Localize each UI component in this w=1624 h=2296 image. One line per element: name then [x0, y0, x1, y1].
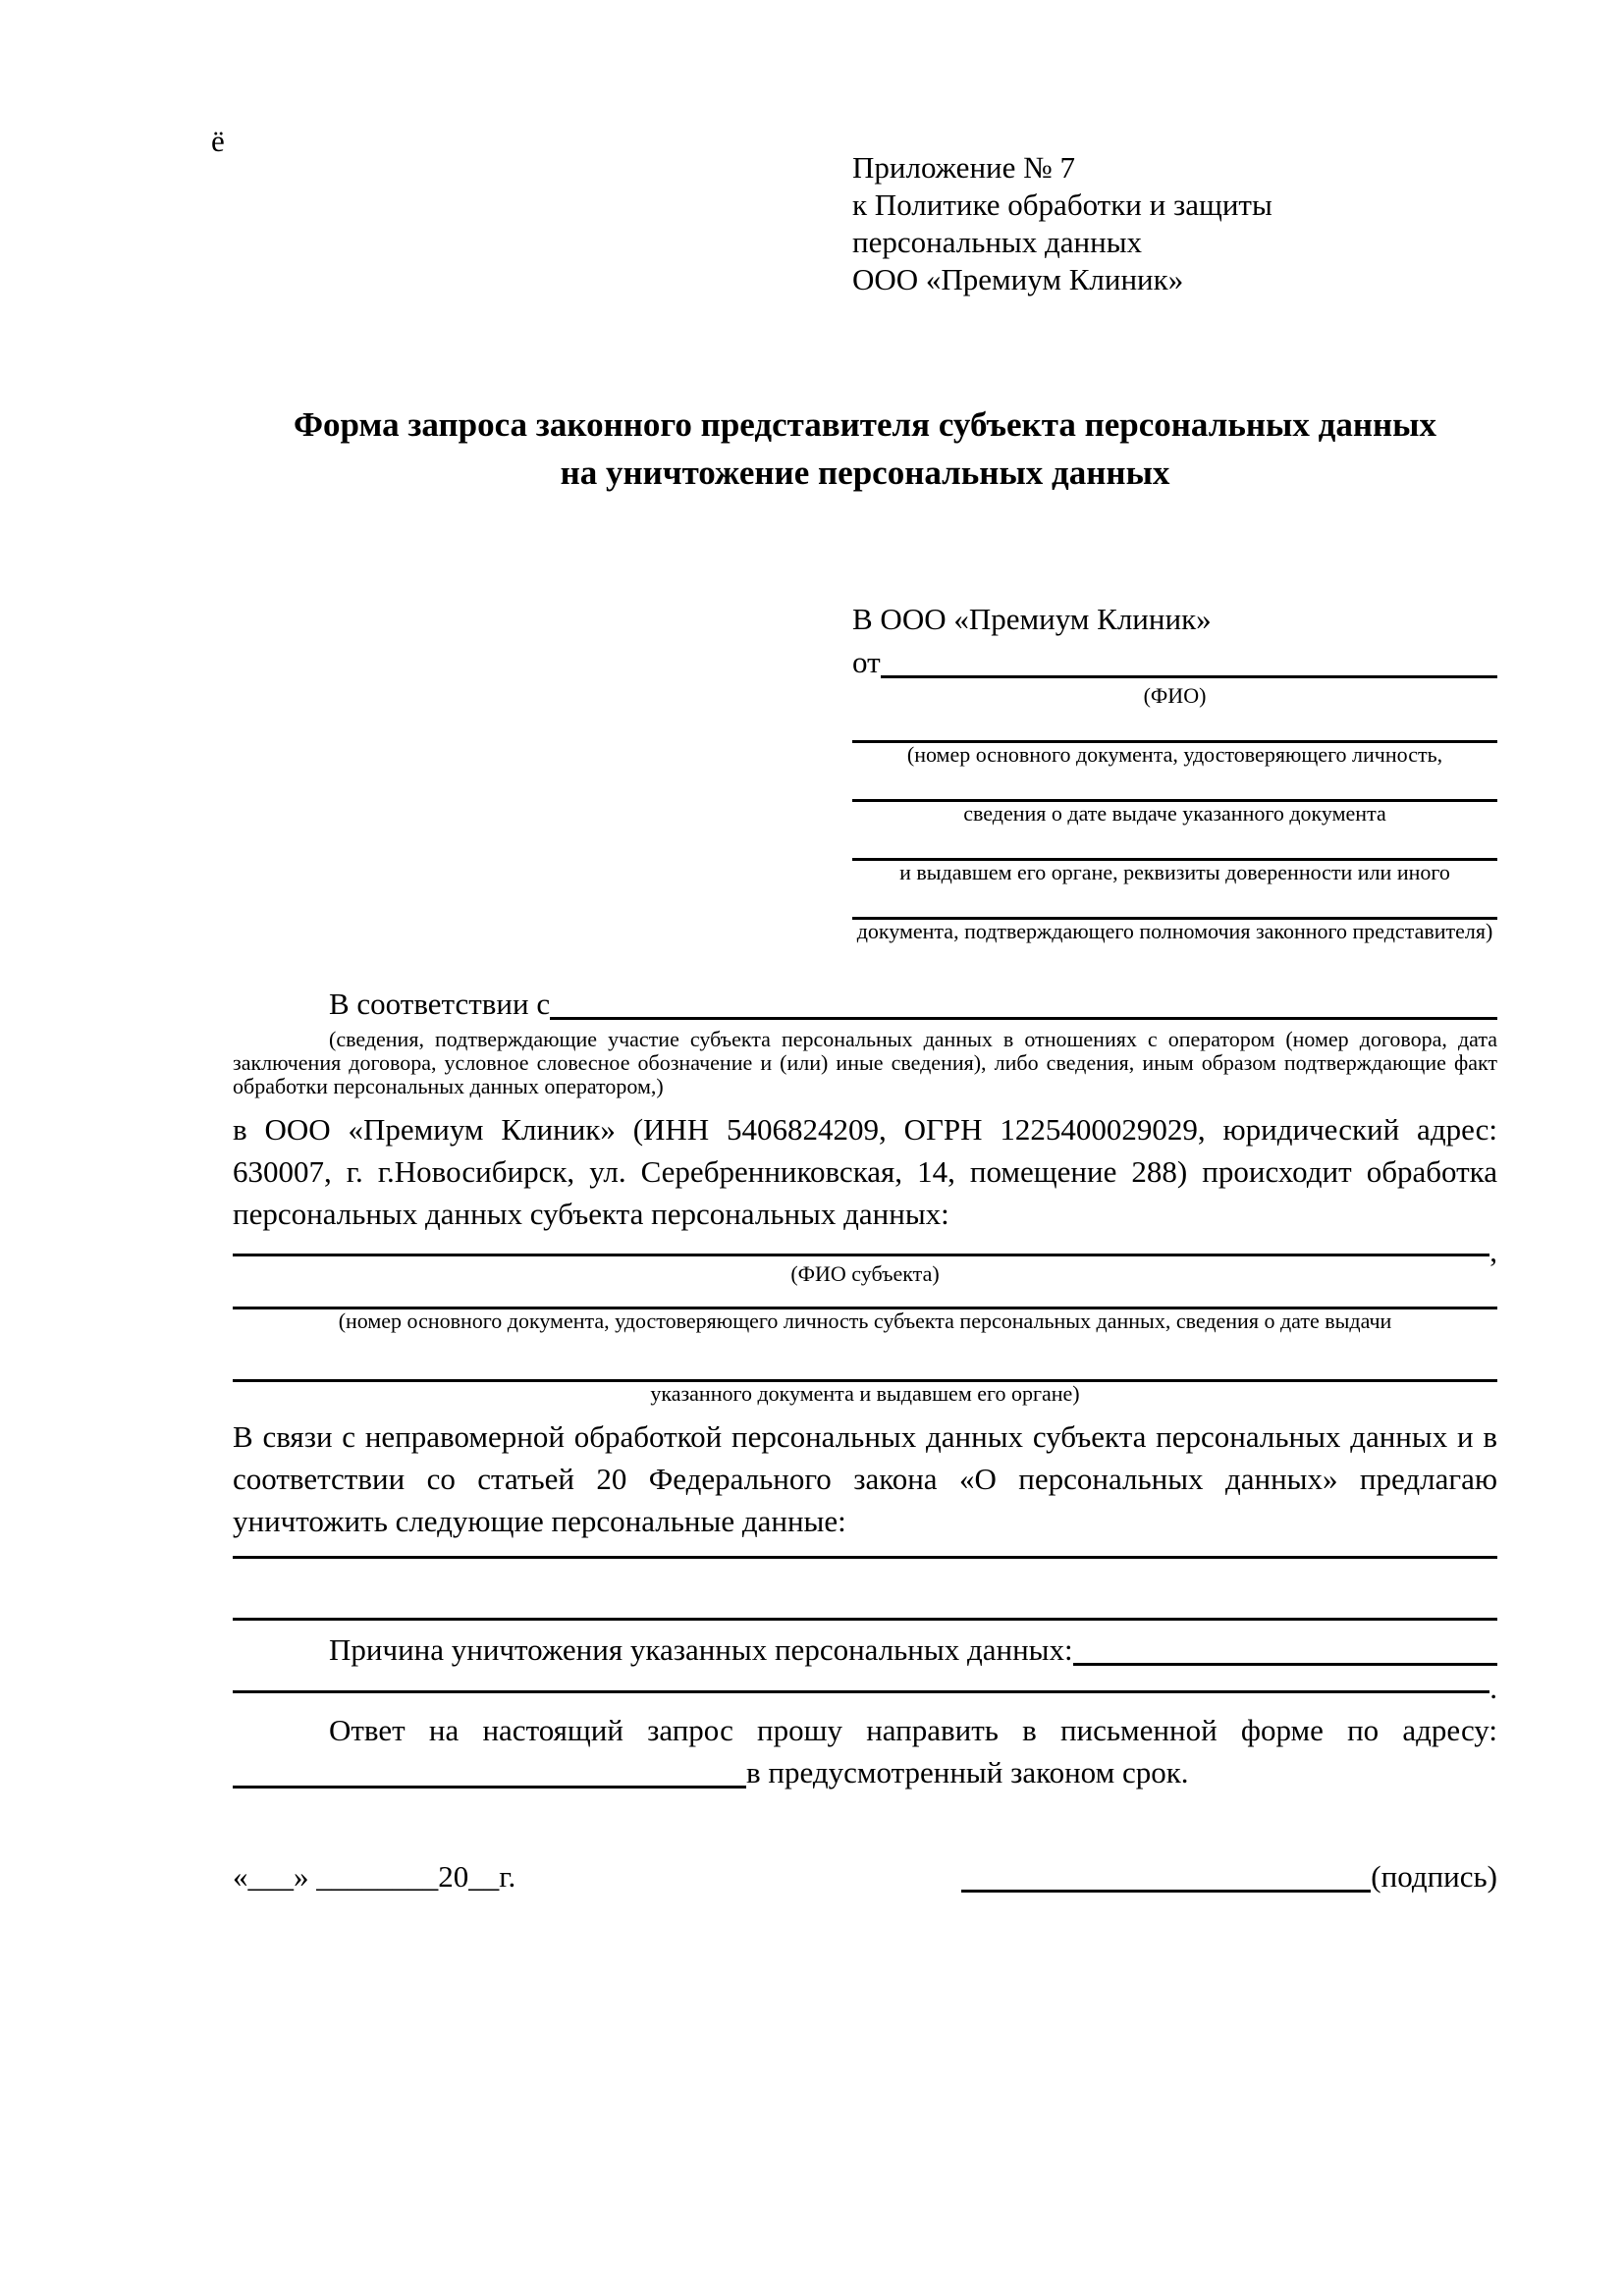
address-blank-row: [233, 1751, 1497, 1794]
accordance-row: [233, 983, 1497, 1026]
fio-blank-line: [881, 674, 1497, 678]
document-title-line-2: на уничтожение персональных данных: [560, 454, 1170, 492]
reason-blank-line: [1073, 1662, 1497, 1666]
appendix-line: ООО «Премиум Клиник»: [852, 262, 1184, 296]
document-title: [233, 400, 1497, 497]
fio-caption: (ФИО): [1143, 683, 1207, 708]
signature-row: [233, 1855, 1497, 1898]
addressee-from-row: [852, 641, 1497, 684]
date-blank-text: «___» ________20__г.: [233, 1859, 516, 1894]
stray-letter-yo: ё: [211, 124, 225, 158]
addressee-caption: (номер основного документа, удостоверяющего личность,: [906, 742, 1443, 767]
addressee-block: [852, 598, 1497, 943]
addressee-caption: документа, подтверждающего полномочия законного представителя): [856, 919, 1493, 943]
addressee-to: В ООО «Премиум Клиник»: [852, 602, 1212, 636]
subject-name-blank-row: [233, 1234, 1497, 1268]
reason-blank-line-2: [233, 1689, 1489, 1693]
addressee-caption: сведения о дате выдаче указанного документа: [963, 801, 1386, 826]
fio-subject-caption: (ФИО субъекта): [790, 1261, 940, 1286]
address-blank-line: [233, 1785, 746, 1789]
signature-caption: (подпись): [1371, 1859, 1497, 1894]
appendix-line: Приложение № 7: [852, 150, 1075, 185]
signature-blank-line: [961, 1889, 1371, 1893]
addressee-caption: и выдавшем его органе, реквизиты доверенности или иного: [899, 860, 1450, 884]
accordance-blank-line: [550, 1016, 1497, 1020]
trailing-comma: ,: [1489, 1234, 1497, 1268]
reason-blank-row-2: [233, 1671, 1497, 1705]
operator-paragraph: в ООО «Премиум Клиник» (ИНН 5406824209, ОГРН 1225400029029, юридический адрес: 630007, г. г.Новосибирск, ул. Серебренниковская, 14, помещение 288) происходит обработка персональных данных субъекта персональных данных:: [233, 1112, 1497, 1231]
subject-name-blank-line: [233, 1253, 1489, 1256]
answer-paragraph: Ответ на настоящий запрос прошу направить в письменной форме по адресу:: [329, 1713, 1497, 1747]
blank-line: [233, 1556, 1497, 1559]
document-title-line-1: Форма запроса законного представителя субъекта персональных данных: [294, 405, 1436, 444]
appendix-block: [852, 149, 1497, 298]
reason-label: Причина уничтожения указанных персональных данных:: [329, 1632, 1073, 1667]
from-label: от: [852, 645, 881, 679]
accordance-caption: (сведения, подтверждающие участие субъекта персональных данных в отношениях с оператором (номер договора, дата заключения договора, условное словесное обозначение и (или) иные сведения), либо сведения, иным образом подтверждающие факт обработки персональных данных оператором,): [233, 1027, 1497, 1098]
appendix-line: к Политике обработки и защиты: [852, 187, 1272, 222]
unlawful-processing-paragraph: В связи с неправомерной обработкой персональных данных субъекта персональных данных и в соответствии со статьей 20 Федерального закона «О персональных данных» предлагаю уничтожить следующие персональные данные:: [233, 1419, 1497, 1538]
appendix-line: персональных данных: [852, 225, 1143, 259]
accordance-label: В соответствии с: [329, 987, 551, 1021]
reason-row: [233, 1629, 1497, 1672]
subject-doc-caption: указанного документа и выдавшем его органе): [650, 1381, 1080, 1406]
answer-tail-text: в предусмотренный законом срок.: [746, 1755, 1189, 1789]
subject-doc-caption: (номер основного документа, удостоверяющего личность субъекта персональных данных, сведения о дате выдачи: [338, 1308, 1392, 1333]
document-content: [233, 0, 1497, 1898]
trailing-period: .: [1489, 1671, 1497, 1705]
blank-line: [233, 1618, 1497, 1621]
